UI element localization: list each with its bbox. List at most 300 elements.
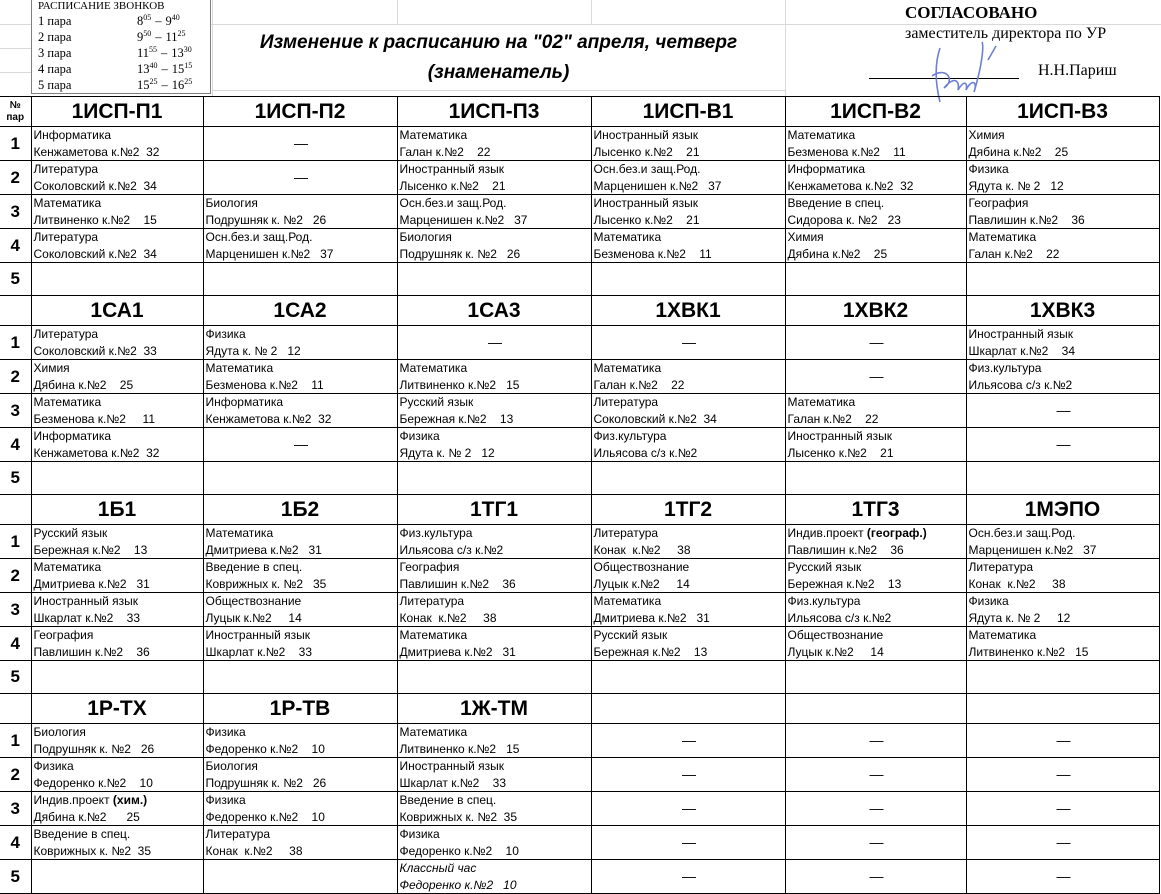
group-name: 1ИСП-П1 <box>31 97 203 127</box>
teacher-room: Шкарлат к.№2 33 <box>33 610 141 625</box>
bell-dash: – <box>161 46 168 60</box>
bell-schedule <box>31 0 211 94</box>
lesson-row <box>0 161 1159 195</box>
empty-cell <box>591 661 785 694</box>
pair-number-header <box>0 694 31 724</box>
teacher-room: Лысенко к.№2 21 <box>787 445 894 460</box>
approval-position: заместитель директора по УР <box>905 25 1107 42</box>
subject: Иностранный язык <box>968 327 1074 341</box>
pair-number: 4 <box>0 826 31 860</box>
subject: Физика <box>205 793 246 807</box>
bell-minutes: 30 <box>183 45 192 54</box>
lesson-cell <box>203 826 397 860</box>
teacher-room: Галан к.№2 22 <box>787 411 879 426</box>
teacher-room: Дмитриева к.№2 31 <box>205 542 322 557</box>
subject: Физ.культура <box>968 361 1042 375</box>
subject: Математика <box>399 128 468 142</box>
lesson-cell <box>397 559 591 593</box>
subject: Информатика <box>33 429 112 443</box>
lesson-cell <box>203 559 397 593</box>
subject: Осн.без.и защ.Род. <box>968 526 1076 540</box>
no-lesson-cell: — <box>785 792 966 826</box>
no-lesson-cell: — <box>785 826 966 860</box>
subject: Русский язык <box>593 628 668 642</box>
empty-cell <box>203 263 397 296</box>
group-name: 1Р-ТВ <box>203 694 397 724</box>
gridline <box>397 0 398 24</box>
lesson-cell <box>397 360 591 394</box>
lesson-cell <box>203 360 397 394</box>
teacher-room: Дябина к.№2 25 <box>33 377 134 392</box>
subject: Физика <box>205 725 246 739</box>
pair-number: 5 <box>0 462 31 495</box>
lesson-cell <box>785 525 966 559</box>
subject: Физика <box>399 827 440 841</box>
teacher-room: Дмитриева к.№2 31 <box>399 644 516 659</box>
subject: География <box>968 196 1029 210</box>
pair-number: 1 <box>0 525 31 559</box>
lesson-cell <box>591 525 785 559</box>
group-name: 1ИСП-В1 <box>591 97 785 127</box>
bell-minutes: 40 <box>149 61 158 70</box>
subject: Информатика <box>205 395 284 409</box>
subject: География <box>33 628 94 642</box>
lesson-cell <box>203 593 397 627</box>
subject: Математика <box>33 395 102 409</box>
bell-time-range <box>137 45 192 61</box>
empty-cell <box>397 462 591 495</box>
pair-number: 5 <box>0 860 31 894</box>
subject: Информатика <box>33 128 112 142</box>
subject: Осн.без.и защ.Род. <box>399 196 507 210</box>
teacher-room: Литвиненко к.№2 15 <box>968 644 1089 659</box>
subject: Химия <box>787 230 824 244</box>
subject: Осн.без.и защ.Род. <box>205 230 313 244</box>
lesson-cell <box>591 195 785 229</box>
lesson-cell <box>397 826 591 860</box>
bell-minutes: 25 <box>184 77 193 86</box>
lesson-cell <box>591 593 785 627</box>
subject-text: Индив.проект <box>33 793 113 807</box>
no-lesson-cell: — <box>591 860 785 894</box>
teacher-room: Конак к.№2 38 <box>205 843 303 858</box>
lesson-cell <box>31 229 203 263</box>
lesson-row <box>0 326 1159 360</box>
lesson-cell <box>397 593 591 627</box>
bell-pair-label: 3 пара <box>38 46 72 60</box>
subject: Химия <box>968 128 1005 142</box>
no-lesson-cell: — <box>203 161 397 195</box>
empty-cell <box>785 462 966 495</box>
lesson-row <box>0 593 1159 627</box>
subject: Осн.без.и защ.Род. <box>593 162 701 176</box>
pair-number-header <box>0 495 31 525</box>
bell-minutes: 05 <box>143 13 152 22</box>
subject: Физика <box>399 429 440 443</box>
subject: Информатика <box>787 162 866 176</box>
subject: Обществознание <box>593 560 690 574</box>
teacher-room: Подрушняк к. №2 26 <box>399 246 521 261</box>
teacher-room: Федоренко к.№2 10 <box>205 741 325 756</box>
subject: Литература <box>33 327 99 341</box>
lesson-cell <box>591 394 785 428</box>
teacher-room: Галан к.№2 22 <box>399 144 491 159</box>
subject: Физ.культура <box>593 429 667 443</box>
group-name: 1ТГ3 <box>785 495 966 525</box>
empty-cell <box>31 860 203 894</box>
bell-minutes: 55 <box>149 45 158 54</box>
pair-number: 2 <box>0 559 31 593</box>
no-lesson-cell: — <box>591 724 785 758</box>
lesson-cell <box>785 394 966 428</box>
no-lesson-cell: — <box>966 724 1159 758</box>
lesson-cell <box>203 758 397 792</box>
lesson-cell <box>31 559 203 593</box>
teacher-room: Галан к.№2 22 <box>593 377 685 392</box>
lesson-cell <box>397 860 591 894</box>
group-name: 1ИСП-В3 <box>966 97 1159 127</box>
teacher-room: Шкарлат к.№2 34 <box>968 343 1076 358</box>
group-name: 1МЭПО <box>966 495 1159 525</box>
bell-hour: 8 <box>137 14 144 28</box>
title-line-2: (знаменатель) <box>427 62 570 83</box>
lesson-cell <box>31 161 203 195</box>
teacher-room: Кенжаметова к.№2 32 <box>33 144 160 159</box>
teacher-room: Кенжаметова к.№2 32 <box>787 178 914 193</box>
teacher-room: Подрушняк к. №2 26 <box>33 741 155 756</box>
no-lesson-cell: — <box>966 826 1159 860</box>
pair-number: 5 <box>0 661 31 694</box>
lesson-row <box>0 826 1159 860</box>
subject: Классный час <box>399 861 477 875</box>
subject: Обществознание <box>205 594 302 608</box>
lesson-row <box>0 559 1159 593</box>
subject: Русский язык <box>787 560 862 574</box>
lesson-cell <box>31 724 203 758</box>
pair-number-header <box>0 296 31 326</box>
lesson-cell <box>591 127 785 161</box>
teacher-room: Дябина к.№2 25 <box>968 144 1069 159</box>
lesson-cell <box>203 724 397 758</box>
schedule-table <box>0 96 1160 894</box>
teacher-room: Бережная к.№2 13 <box>787 576 902 591</box>
lesson-row <box>0 860 1159 894</box>
teacher-room: Луцык к.№2 14 <box>205 610 302 625</box>
lesson-cell <box>31 195 203 229</box>
bell-dash: – <box>155 14 162 28</box>
subject: Литература <box>33 162 99 176</box>
pair-number: 1 <box>0 724 31 758</box>
lesson-cell <box>203 326 397 360</box>
lesson-cell <box>31 826 203 860</box>
subject: Русский язык <box>399 395 474 409</box>
bell-row <box>38 13 210 29</box>
lesson-cell <box>31 360 203 394</box>
lesson-row <box>0 661 1159 694</box>
subject-text: Индив.проект <box>787 526 867 540</box>
teacher-room: Ядута к. № 2 12 <box>968 610 1071 625</box>
subject-qualifier: (хим.) <box>112 793 148 807</box>
teacher-room: Соколовский к.№2 33 <box>33 343 157 358</box>
subject: Математика <box>787 128 856 142</box>
no-lesson-cell: — <box>203 127 397 161</box>
group-name: 1ИСП-П3 <box>397 97 591 127</box>
teacher-room: Лысенко к.№2 21 <box>593 212 700 227</box>
subject: Математика <box>787 395 856 409</box>
lesson-cell <box>397 525 591 559</box>
teacher-room: Подрушняк к. №2 26 <box>205 775 327 790</box>
lesson-cell <box>785 195 966 229</box>
bell-minutes: 15 <box>184 61 193 70</box>
subject: Математика <box>593 230 662 244</box>
no-lesson-cell: — <box>785 360 966 394</box>
pair-number: 4 <box>0 229 31 263</box>
approval-block <box>786 0 1161 95</box>
subject: Математика <box>968 628 1037 642</box>
lesson-cell <box>31 326 203 360</box>
empty-cell <box>966 462 1159 495</box>
no-lesson-cell: — <box>785 724 966 758</box>
lesson-cell <box>966 525 1159 559</box>
bell-hour: 16 <box>171 78 185 92</box>
teacher-room: Бережная к.№2 13 <box>33 542 148 557</box>
lesson-cell <box>966 127 1159 161</box>
subject: Физ.культура <box>399 526 473 540</box>
bell-dash: – <box>155 30 162 44</box>
subject: Иностранный язык <box>399 759 505 773</box>
approver-name: Н.Н.Париш <box>1038 62 1117 79</box>
pair-number: 4 <box>0 428 31 462</box>
teacher-room: Федоренко к.№2 10 <box>205 809 325 824</box>
teacher-room: Литвиненко к.№2 15 <box>33 212 157 227</box>
teacher-room: Ядута к. № 2 12 <box>968 178 1064 193</box>
pair-number: 1 <box>0 127 31 161</box>
lesson-cell <box>31 627 203 661</box>
group-name: 1СА2 <box>203 296 397 326</box>
subject: Иностранный язык <box>33 594 139 608</box>
lesson-row <box>0 428 1159 462</box>
gridline <box>0 48 31 49</box>
empty-cell <box>203 860 397 894</box>
subject: Математика <box>399 725 468 739</box>
teacher-room: Безменова к.№2 11 <box>205 377 324 392</box>
no-lesson-cell: — <box>785 860 966 894</box>
lesson-cell <box>31 792 203 826</box>
lesson-cell <box>785 593 966 627</box>
lesson-cell <box>591 428 785 462</box>
group-name: 1ИСП-В2 <box>785 97 966 127</box>
group-name: 1ХВК3 <box>966 296 1159 326</box>
lesson-cell <box>966 593 1159 627</box>
subject: Математика <box>399 361 468 375</box>
lesson-cell <box>31 593 203 627</box>
teacher-room: Сидорова к. №2 23 <box>787 212 901 227</box>
lesson-cell <box>31 394 203 428</box>
group-name <box>785 694 966 724</box>
bell-hour: 13 <box>137 62 150 76</box>
pair-number: 2 <box>0 360 31 394</box>
lesson-cell <box>203 229 397 263</box>
bell-row <box>38 61 210 77</box>
page-title <box>212 28 785 88</box>
lesson-cell <box>203 792 397 826</box>
lesson-cell <box>966 326 1159 360</box>
lesson-row <box>0 724 1159 758</box>
subject: Математика <box>593 361 662 375</box>
lesson-cell <box>397 627 591 661</box>
bell-pair-label: 5 пара <box>38 78 72 92</box>
empty-cell <box>785 661 966 694</box>
subject: Иностранный язык <box>593 128 699 142</box>
subject: Литература <box>399 594 465 608</box>
subject <box>788 525 966 542</box>
lesson-row <box>0 195 1159 229</box>
group-name: 1Б1 <box>31 495 203 525</box>
empty-cell <box>203 462 397 495</box>
lesson-cell <box>785 229 966 263</box>
teacher-room: Ядута к. № 2 12 <box>205 343 301 358</box>
subject: Математика <box>33 560 102 574</box>
bell-minutes: 25 <box>177 29 186 38</box>
teacher-room: Павлишин к.№2 36 <box>968 212 1085 227</box>
no-lesson-cell: — <box>966 394 1159 428</box>
teacher-room: Федоренко к.№2 10 <box>399 843 519 858</box>
subject: Биология <box>399 230 452 244</box>
group-header-row <box>0 296 1159 326</box>
empty-cell <box>966 263 1159 296</box>
bell-pair-label: 1 пара <box>38 14 72 28</box>
teacher-room: Коврижных к. №2 35 <box>399 809 518 824</box>
approval-heading: СОГЛАСОВАНО <box>905 3 1038 22</box>
lesson-row <box>0 627 1159 661</box>
group-name: 1ТГ2 <box>591 495 785 525</box>
teacher-room: Бережная к.№2 13 <box>399 411 514 426</box>
empty-cell <box>203 661 397 694</box>
teacher-room: Дябина к.№2 25 <box>33 809 140 824</box>
lesson-cell <box>591 559 785 593</box>
empty-cell <box>31 462 203 495</box>
empty-cell <box>591 462 785 495</box>
subject: Математика <box>593 594 662 608</box>
gridline <box>591 0 592 24</box>
lesson-row <box>0 229 1159 263</box>
no-lesson-cell: — <box>966 792 1159 826</box>
teacher-room: Марценишен к.№2 37 <box>205 246 334 261</box>
document-header <box>0 0 1161 96</box>
lesson-cell <box>397 724 591 758</box>
teacher-room: Дмитриева к.№2 31 <box>593 610 710 625</box>
subject: Литература <box>205 827 271 841</box>
pair-number: 3 <box>0 394 31 428</box>
subject: Введение в спец. <box>399 793 497 807</box>
group-name: 1ИСП-П2 <box>203 97 397 127</box>
lesson-cell <box>966 559 1159 593</box>
lesson-cell <box>203 394 397 428</box>
teacher-room: Лысенко к.№2 21 <box>399 178 506 193</box>
subject: Физика <box>33 759 74 773</box>
teacher-room: Дмитриева к.№2 31 <box>33 576 150 591</box>
bell-row <box>38 29 210 45</box>
group-name: 1ТГ1 <box>397 495 591 525</box>
teacher-room: Павлишин к.№2 36 <box>33 644 150 659</box>
lesson-cell <box>966 161 1159 195</box>
subject: Литература <box>968 560 1034 574</box>
teacher-room: Луцык к.№2 14 <box>787 644 884 659</box>
bell-hour: 9 <box>137 30 144 44</box>
teacher-room: Ильясова с/з к.№2 <box>968 377 1073 392</box>
bell-hour: 11 <box>137 46 150 60</box>
no-lesson-cell: — <box>591 792 785 826</box>
bell-time-range <box>137 77 192 93</box>
numhead-line-1: № <box>9 99 21 111</box>
teacher-room: Луцык к.№2 14 <box>593 576 690 591</box>
teacher-room: Марценишен к.№2 37 <box>968 542 1097 557</box>
empty-cell <box>397 661 591 694</box>
pair-number: 3 <box>0 792 31 826</box>
lesson-cell <box>785 559 966 593</box>
lesson-cell <box>397 161 591 195</box>
lesson-cell <box>785 428 966 462</box>
pair-number: 5 <box>0 263 31 296</box>
teacher-room: Кенжаметова к.№2 32 <box>205 411 332 426</box>
teacher-room: Литвиненко к.№2 15 <box>399 741 520 756</box>
lesson-cell <box>397 195 591 229</box>
pair-number: 1 <box>0 326 31 360</box>
teacher-room: Кенжаметова к.№2 32 <box>33 445 160 460</box>
subject: Химия <box>33 361 70 375</box>
lesson-cell <box>397 394 591 428</box>
lesson-cell <box>785 161 966 195</box>
group-name: 1ХВК1 <box>591 296 785 326</box>
lesson-cell <box>966 627 1159 661</box>
teacher-room: Ильясова с/з к.№2 <box>593 445 698 460</box>
subject: Иностранный язык <box>787 429 893 443</box>
no-lesson-cell: — <box>591 326 785 360</box>
teacher-room: Федоренко к.№2 10 <box>399 877 517 892</box>
lesson-cell <box>397 127 591 161</box>
bell-row <box>38 77 210 93</box>
teacher-room: Соколовский к.№2 34 <box>33 178 157 193</box>
group-name <box>966 694 1159 724</box>
subject: Биология <box>33 725 86 739</box>
lesson-cell <box>31 428 203 462</box>
lesson-cell <box>591 360 785 394</box>
subject: Математика <box>968 230 1037 244</box>
bell-dash: – <box>161 62 168 76</box>
bell-hour: 9 <box>165 14 172 28</box>
subject: Русский язык <box>33 526 108 540</box>
teacher-room: Коврижных к. №2 35 <box>33 843 152 858</box>
bell-minutes: 50 <box>143 29 152 38</box>
pair-number-header <box>0 97 31 127</box>
lesson-cell <box>966 360 1159 394</box>
no-lesson-cell: — <box>966 758 1159 792</box>
teacher-room: Федоренко к.№2 10 <box>33 775 153 790</box>
subject: Иностранный язык <box>399 162 505 176</box>
subject <box>34 792 203 809</box>
bell-minutes: 25 <box>149 77 158 86</box>
subject: Литература <box>593 395 659 409</box>
teacher-room: Ядута к. № 2 12 <box>399 445 495 460</box>
group-header-row <box>0 495 1159 525</box>
subject: Иностранный язык <box>593 196 699 210</box>
bell-pair-label: 4 пара <box>38 62 72 76</box>
gridline <box>212 90 785 91</box>
teacher-room: Литвиненко к.№2 15 <box>399 377 520 392</box>
no-lesson-cell: — <box>785 326 966 360</box>
teacher-room: Галан к.№2 22 <box>968 246 1060 261</box>
bell-schedule-title: РАСПИСАНИЕ ЗВОНКОВ <box>38 0 165 12</box>
